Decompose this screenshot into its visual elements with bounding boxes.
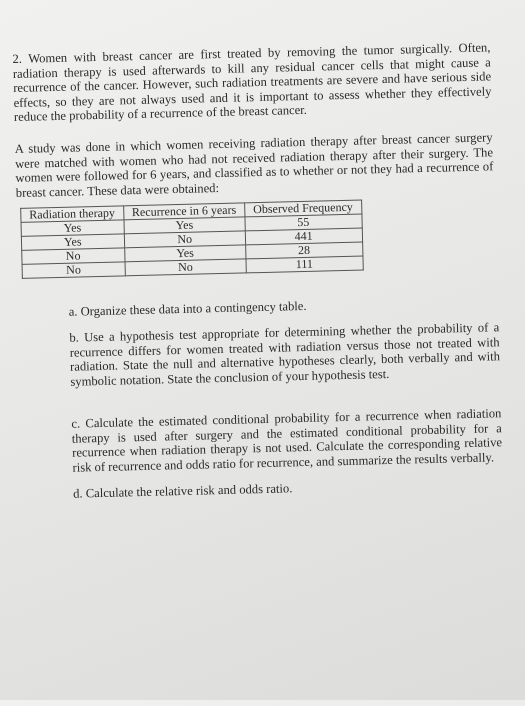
question-c: c. Calculate the estimated conditional probability for a recurrence when radiation therapy is used after surgery and the estimated conditional probability for a recurrence when radiation therapy is not used. Calculate the corresponding relative risk of recurrence and odds ratio for recurrence, and summarize the results verbally.: [71, 406, 503, 475]
data-table: [20, 200, 363, 279]
study-description: A study was done in which women receiving radiation therapy after breast cancer surgery were matched with women who had not received radiation therapy after their surgery. The women were followed for 6 years, and classified as to whether or not they had a recurrence of breast cancer. These data were obtained:: [14, 130, 494, 200]
cell-frequency: 28: [246, 242, 363, 259]
cell-recurrence: No: [125, 259, 247, 276]
question-d: d. Calculate the relative risk and odds ratio.: [72, 481, 293, 501]
header-recurrence: Recurrence in 6 years: [123, 203, 245, 220]
question-b: b. Use a hypothesis test appropriate for determining whether the probability of a recurrence differs for women treated with radiation versus those not treated with radiation. State the null and alternative hypotheses clearly, both verbally and with symbolic notation. State the conclusion of your hypothesis test.: [69, 320, 501, 389]
cell-radiation: Yes: [21, 234, 124, 251]
cell-frequency: 55: [245, 214, 362, 231]
cell-radiation: No: [22, 248, 125, 265]
cell-recurrence: Yes: [124, 245, 246, 262]
cell-recurrence: No: [124, 231, 246, 248]
cell-frequency: 111: [246, 256, 363, 273]
cell-recurrence: Yes: [124, 217, 246, 234]
problem-statement: 2. Women with breast cancer are first treated by removing the tumor surgically. Often, radiation therapy is used afterwards to kill any residual cancer cells that might cause a recurrence of the cancer. However, such radiation treatments are severe and have serious side effects, so they are not always used and it is important to assess whether they effectively reduce the probability of a recurrence of the breast cancer.: [12, 40, 492, 125]
header-observed-frequency: Observed Frequency: [245, 200, 362, 217]
cell-frequency: 441: [245, 228, 362, 245]
question-a: a. Organize these data into a contingency table.: [68, 298, 307, 319]
header-radiation-therapy: Radiation therapy: [21, 206, 124, 223]
cell-radiation: Yes: [21, 220, 124, 237]
cell-radiation: No: [22, 262, 125, 279]
